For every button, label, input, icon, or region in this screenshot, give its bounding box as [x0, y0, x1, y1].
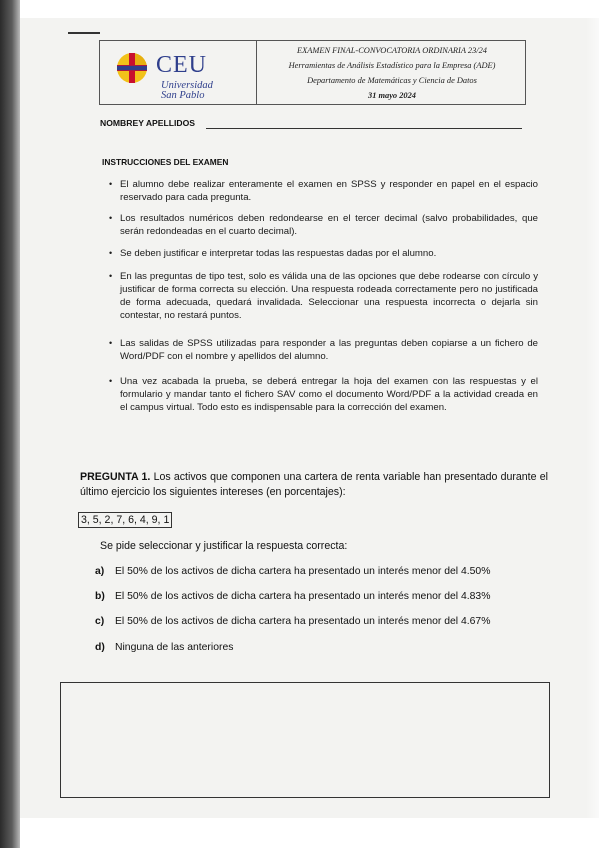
logo-university-text: Universidad San Pablo [161, 80, 213, 101]
bullet-icon: • [109, 338, 113, 348]
instruction-item: • Una vez acabada la prueba, se deberá entregar la hoja del examen con las respuestas y el formulario y mandar tanto el fichero SAV como el documento Word/PDF a la actividad creada en el campus virtual. Todo esto es indispensable para la corrección del examen. [109, 376, 538, 413]
question-label: PREGUNTA 1. [80, 471, 151, 483]
question-text: Los activos que componen una cartera de renta variable han presentado durante el último ejercicio los siguientes intereses (en porcentajes): [80, 471, 548, 498]
bullet-icon: • [109, 248, 113, 258]
bullet-icon: • [109, 271, 113, 281]
option-d[interactable]: d) Ninguna de las anteriores [95, 642, 234, 653]
instruction-item: • Se deben justificar e interpretar todas las respuestas dadas por el alumno. [109, 248, 437, 259]
name-label: NOMBREY APELLIDOS [100, 118, 196, 128]
option-c[interactable]: c) El 50% de los activos de dicha cartera ha presentado un interés menor del 4.67% [95, 616, 491, 627]
question-data: 3, 5, 2, 7, 6, 4, 9, 1 [78, 512, 172, 528]
instruction-item: • El alumno debe realizar enteramente el examen en SPSS y responder en papel en el espacio reservado para cada pregunta. [109, 179, 538, 203]
question-statement [80, 470, 548, 499]
instructions-title: INSTRUCCIONES DEL EXAMEN [102, 157, 229, 167]
exam-date: 31 mayo 2024 [368, 91, 416, 100]
instruction-item: • Los resultados numéricos deben redondearse en el tercer decimal (salvo probabilidades, que serán redondeadas en el cuarto decimal). [109, 213, 538, 237]
name-field[interactable] [206, 128, 522, 129]
exam-info [258, 43, 526, 103]
question-prompt: Se pide seleccionar y justificar la respuesta correcta: [100, 540, 348, 552]
background-edge [0, 0, 20, 848]
instruction-item: • En las preguntas de tipo test, solo es válida una de las opciones que debe rodearse con círculo y justificar de forma correcta su elección. Una respuesta rodeada correctamente pero no justificada de forma adecuada, quedará invalidada. Seleccionar una respuesta incorrecta o dejarla sin contestar, no restará puntos. [109, 271, 538, 321]
bullet-icon: • [109, 213, 113, 223]
department-name: Departamento de Matemáticas y Ciencia de Datos [307, 76, 477, 85]
bullet-icon: • [109, 376, 113, 386]
option-b[interactable]: b) El 50% de los activos de dicha cartera ha presentado un interés menor del 4.83% [95, 591, 491, 602]
course-name: Herramientas de Análisis Estadístico para la Empresa (ADE) [288, 61, 496, 70]
exam-header [99, 40, 526, 105]
ceu-cross-icon [116, 52, 148, 84]
top-mark [68, 32, 100, 34]
university-logo [114, 50, 254, 100]
option-a[interactable]: a) El 50% de los activos de dicha cartera ha presentado un interés menor del 4.50% [95, 566, 491, 577]
instruction-item: • Las salidas de SPSS utilizadas para responder a las preguntas deben copiarse a un fichero de Word/PDF con el nombre y apellidos del alumno. [109, 338, 538, 362]
answer-box[interactable] [60, 682, 550, 798]
exam-title: EXAMEN FINAL-CONVOCATORIA ORDINARIA 23/24 [297, 46, 487, 55]
header-divider [256, 41, 257, 104]
logo-ceu-text: CEU [156, 52, 207, 78]
bullet-icon: • [109, 179, 113, 189]
